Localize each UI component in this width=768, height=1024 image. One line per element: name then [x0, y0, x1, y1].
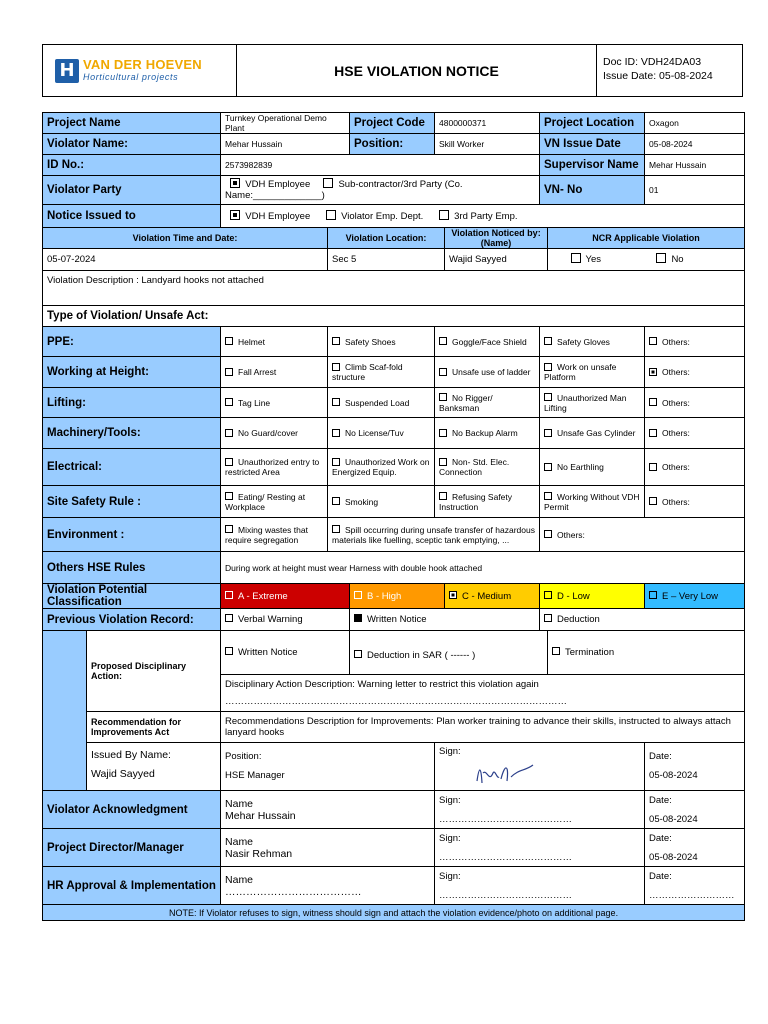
violation-location-value: Sec 5 [328, 249, 445, 271]
ncr-no-label: No [671, 254, 684, 265]
vn-no-value: 01 [645, 176, 745, 205]
site-opt-permit[interactable]: Working Without VDH Permit [540, 486, 645, 518]
electrical-opt-earthling[interactable]: No Earthling [540, 449, 645, 486]
ncr-no-checkbox[interactable] [656, 253, 666, 263]
issuer-position: Position: HSE Manager [221, 743, 435, 791]
proposed-action-label: Proposed Disciplinary Action: [87, 631, 221, 712]
position-value: Skill Worker [435, 134, 540, 155]
others-hse-label: Others HSE Rules [43, 552, 221, 584]
violation-noticed-value: Wajid Sayyed [445, 249, 548, 271]
violator-party-options [221, 176, 540, 205]
electrical-row [43, 449, 745, 486]
signature-image [473, 759, 543, 789]
electrical-opt-connection[interactable]: Non- Std. Elec. Connection [435, 449, 540, 486]
lifting-opt-others[interactable]: Others: [645, 388, 745, 418]
electrical-opt-energized[interactable]: Unauthorized Work on Energized Equip. [328, 449, 435, 486]
class-high[interactable]: B - High [350, 584, 445, 609]
notice-vdh-checkbox[interactable] [230, 210, 240, 220]
project-name-value: Turnkey Operational Demo Plant [221, 113, 350, 134]
machinery-row [43, 418, 745, 449]
ppe-opt-gloves[interactable]: Safety Gloves [540, 327, 645, 357]
recommendation-label: Recommendation for Improvements Act [87, 712, 221, 743]
hr-sign: Sign: …………………………………… [435, 867, 645, 905]
previous-label: Previous Violation Record: [43, 609, 221, 631]
violation-location-header: Violation Location: [328, 228, 445, 249]
hr-date: Date: ……………………… [645, 867, 745, 905]
id-no-value: 2573982839 [221, 155, 540, 176]
director-sign: Sign: …………………………………… [435, 829, 645, 867]
logo-subtitle: Horticultural projects [83, 71, 179, 82]
vn-issue-date-label: VN Issue Date [540, 134, 645, 155]
machinery-opt-gas[interactable]: Unsafe Gas Cylinder [540, 418, 645, 449]
hr-approval-label: HR Approval & Implementation [43, 867, 221, 905]
notice-opt-dept: Violator Emp. Dept. [341, 210, 424, 222]
violation-noticed-header: Violation Noticed by: (Name) [445, 228, 548, 249]
document-header [42, 44, 743, 97]
electrical-opt-others[interactable]: Others: [645, 449, 745, 486]
vn-issue-date-value: 05-08-2024 [645, 134, 745, 155]
violator-name-label: Violator Name: [43, 134, 221, 155]
site-opt-refusing[interactable]: Refusing Safety Instruction [435, 486, 540, 518]
company-logo [43, 45, 237, 96]
ncr-header: NCR Applicable Violation [548, 228, 745, 249]
lifting-opt-rigger[interactable]: No Rigger/ Banksman [435, 388, 540, 418]
site-opt-smoking[interactable]: Smoking [328, 486, 435, 518]
prev-deduction[interactable]: Deduction [540, 609, 745, 631]
violator-ack-date: Date: 05-08-2024 [645, 791, 745, 829]
ppe-opt-goggle[interactable]: Goggle/Face Shield [435, 327, 540, 357]
class-medium[interactable]: C - Medium [445, 584, 540, 609]
violation-time-header: Violation Time and Date: [43, 228, 328, 249]
machinery-opt-guard[interactable]: No Guard/cover [221, 418, 328, 449]
class-very-low[interactable]: E – Very Low [645, 584, 745, 609]
violation-form [42, 112, 745, 921]
env-opt-spill[interactable]: Spill occurring during unsafe transfer of hazardous materials like fuelling, sceptic tank emptying, ... [328, 518, 540, 552]
notice-opt-vdh: VDH Employee [245, 210, 311, 222]
ppe-row [43, 327, 745, 357]
director-date: Date: 05-08-2024 [645, 829, 745, 867]
electrical-opt-entry[interactable]: Unauthorized entry to restricted Area [221, 449, 328, 486]
lifting-label: Lifting: [43, 388, 221, 418]
violator-ack-sign: Sign: …………………………………… [435, 791, 645, 829]
lifting-opt-tag-line[interactable]: Tag Line [221, 388, 328, 418]
document-title: HSE VIOLATION NOTICE [237, 45, 597, 96]
machinery-label: Machinery/Tools: [43, 418, 221, 449]
id-no-label: ID No.: [43, 155, 221, 176]
party-opt-sub: Sub-contractor/3rd Party (Co. Name:_____________) [225, 179, 463, 201]
environment-label: Environment : [43, 518, 221, 552]
machinery-opt-license[interactable]: No License/Tuv [328, 418, 435, 449]
position-label: Position: [350, 134, 435, 155]
height-opt-scaffold[interactable]: Climb Scaf-fold structure [328, 357, 435, 388]
document-meta [597, 45, 742, 96]
height-opt-fall-arrest[interactable]: Fall Arrest [221, 357, 328, 388]
doc-id: Doc ID: VDH24DA03 [603, 56, 702, 68]
notice-3rd-checkbox[interactable] [439, 210, 449, 220]
lifting-opt-suspended[interactable]: Suspended Load [328, 388, 435, 418]
issue-date: Issue Date: 05-08-2024 [603, 70, 713, 82]
class-low[interactable]: D - Low [540, 584, 645, 609]
machinery-opt-others[interactable]: Others: [645, 418, 745, 449]
env-opt-others[interactable]: Others: [540, 518, 745, 552]
supervisor-label: Supervisor Name [540, 155, 645, 176]
classification-row [43, 584, 745, 609]
prev-written[interactable]: Written Notice [350, 609, 540, 631]
issued-by: Issued By Name: Wajid Sayyed [87, 743, 221, 791]
ppe-opt-helmet[interactable]: Helmet [221, 327, 328, 357]
project-name-label: Project Name [43, 113, 221, 134]
site-safety-row [43, 486, 745, 518]
ppe-opt-shoes[interactable]: Safety Shoes [328, 327, 435, 357]
previous-row [43, 609, 745, 631]
footer-note: NOTE: If Violator refuses to sign, witness should sign and attach the violation evidence/photo on additional page. [43, 905, 745, 921]
violation-description: Violation Description : Landyard hooks not attached [43, 271, 745, 306]
supervisor-value: Mehar Hussain [645, 155, 745, 176]
lifting-opt-man-lifting[interactable]: Unauthorized Man Lifting [540, 388, 645, 418]
electrical-label: Electrical: [43, 449, 221, 486]
height-label: Working at Height: [43, 357, 221, 388]
violation-time-value: 05-07-2024 [43, 249, 328, 271]
party-opt-vdh: VDH Employee [245, 179, 311, 190]
proposed-termination[interactable]: Termination [548, 631, 745, 675]
site-opt-eating[interactable]: Eating/ Resting at Workplace [221, 486, 328, 518]
vdh-hse-department-label [43, 631, 87, 791]
project-code-label: Project Code [350, 113, 435, 134]
ncr-options [548, 249, 745, 271]
violator-ack-name: Name Mehar Hussain [221, 791, 435, 829]
site-opt-others[interactable]: Others: [645, 486, 745, 518]
notice-opt-3rd: 3rd Party Emp. [454, 210, 518, 222]
ppe-opt-others[interactable]: Others: [645, 327, 745, 357]
ncr-yes-checkbox[interactable] [571, 253, 581, 263]
environment-row [43, 518, 745, 552]
issuer-sign: Sign: [435, 743, 645, 791]
height-opt-ladder[interactable]: Unsafe use of ladder [435, 357, 540, 388]
class-extreme[interactable]: A - Extreme [221, 584, 350, 609]
height-opt-others[interactable]: Others: [645, 357, 745, 388]
disciplinary-description: Disciplinary Action Description: Warning letter to restrict this violation again ……………………………………………………………………………………………… [221, 675, 745, 712]
recommendation-description: Recommendations Description for Improvements: Plan worker training to advance their skills, instructed to always attach lanyard hooks [221, 712, 745, 743]
director-label: Project Director/Manager [43, 829, 221, 867]
director-name: Name Nasir Rehman [221, 829, 435, 867]
hr-name: Name ………………………………… [221, 867, 435, 905]
type-of-violation-heading: Type of Violation/ Unsafe Act: [43, 306, 745, 327]
others-hse-value: During work at height must wear Harness with double hook attached [221, 552, 745, 584]
vn-no-label: VN- No [540, 176, 645, 205]
height-opt-platform[interactable]: Work on unsafe Platform [540, 357, 645, 388]
ncr-yes-label: Yes [585, 254, 601, 265]
ppe-label: PPE: [43, 327, 221, 357]
violator-party-label: Violator Party [43, 176, 221, 205]
subcontractor-checkbox[interactable] [323, 178, 333, 188]
env-opt-mixing[interactable]: Mixing wastes that require segregation [221, 518, 328, 552]
issuer-date: Date: 05-08-2024 [645, 743, 745, 791]
notice-issued-label: Notice Issued to [43, 205, 221, 228]
proposed-written[interactable]: Written Notice [221, 631, 350, 675]
notice-dept-checkbox[interactable] [326, 210, 336, 220]
violator-name-value: Mehar Hussain [221, 134, 350, 155]
logo-name: VAN DER HOEVEN [83, 56, 202, 72]
proposed-deduction[interactable]: Deduction in SAR ( ------ ) [350, 631, 548, 675]
machinery-opt-alarm[interactable]: No Backup Alarm [435, 418, 540, 449]
classification-label: Violation Potential Classification [43, 584, 221, 609]
logo-mark-icon: H [55, 59, 79, 83]
height-row [43, 357, 745, 388]
site-safety-label: Site Safety Rule : [43, 486, 221, 518]
notice-issued-options [221, 205, 745, 228]
vdh-employee-checkbox[interactable] [230, 178, 240, 188]
project-location-value: Oxagon [645, 113, 745, 134]
project-location-label: Project Location [540, 113, 645, 134]
prev-verbal[interactable]: Verbal Warning [221, 609, 350, 631]
violator-ack-label: Violator Acknowledgment [43, 791, 221, 829]
project-code-value: 4800000371 [435, 113, 540, 134]
lifting-row [43, 388, 745, 418]
